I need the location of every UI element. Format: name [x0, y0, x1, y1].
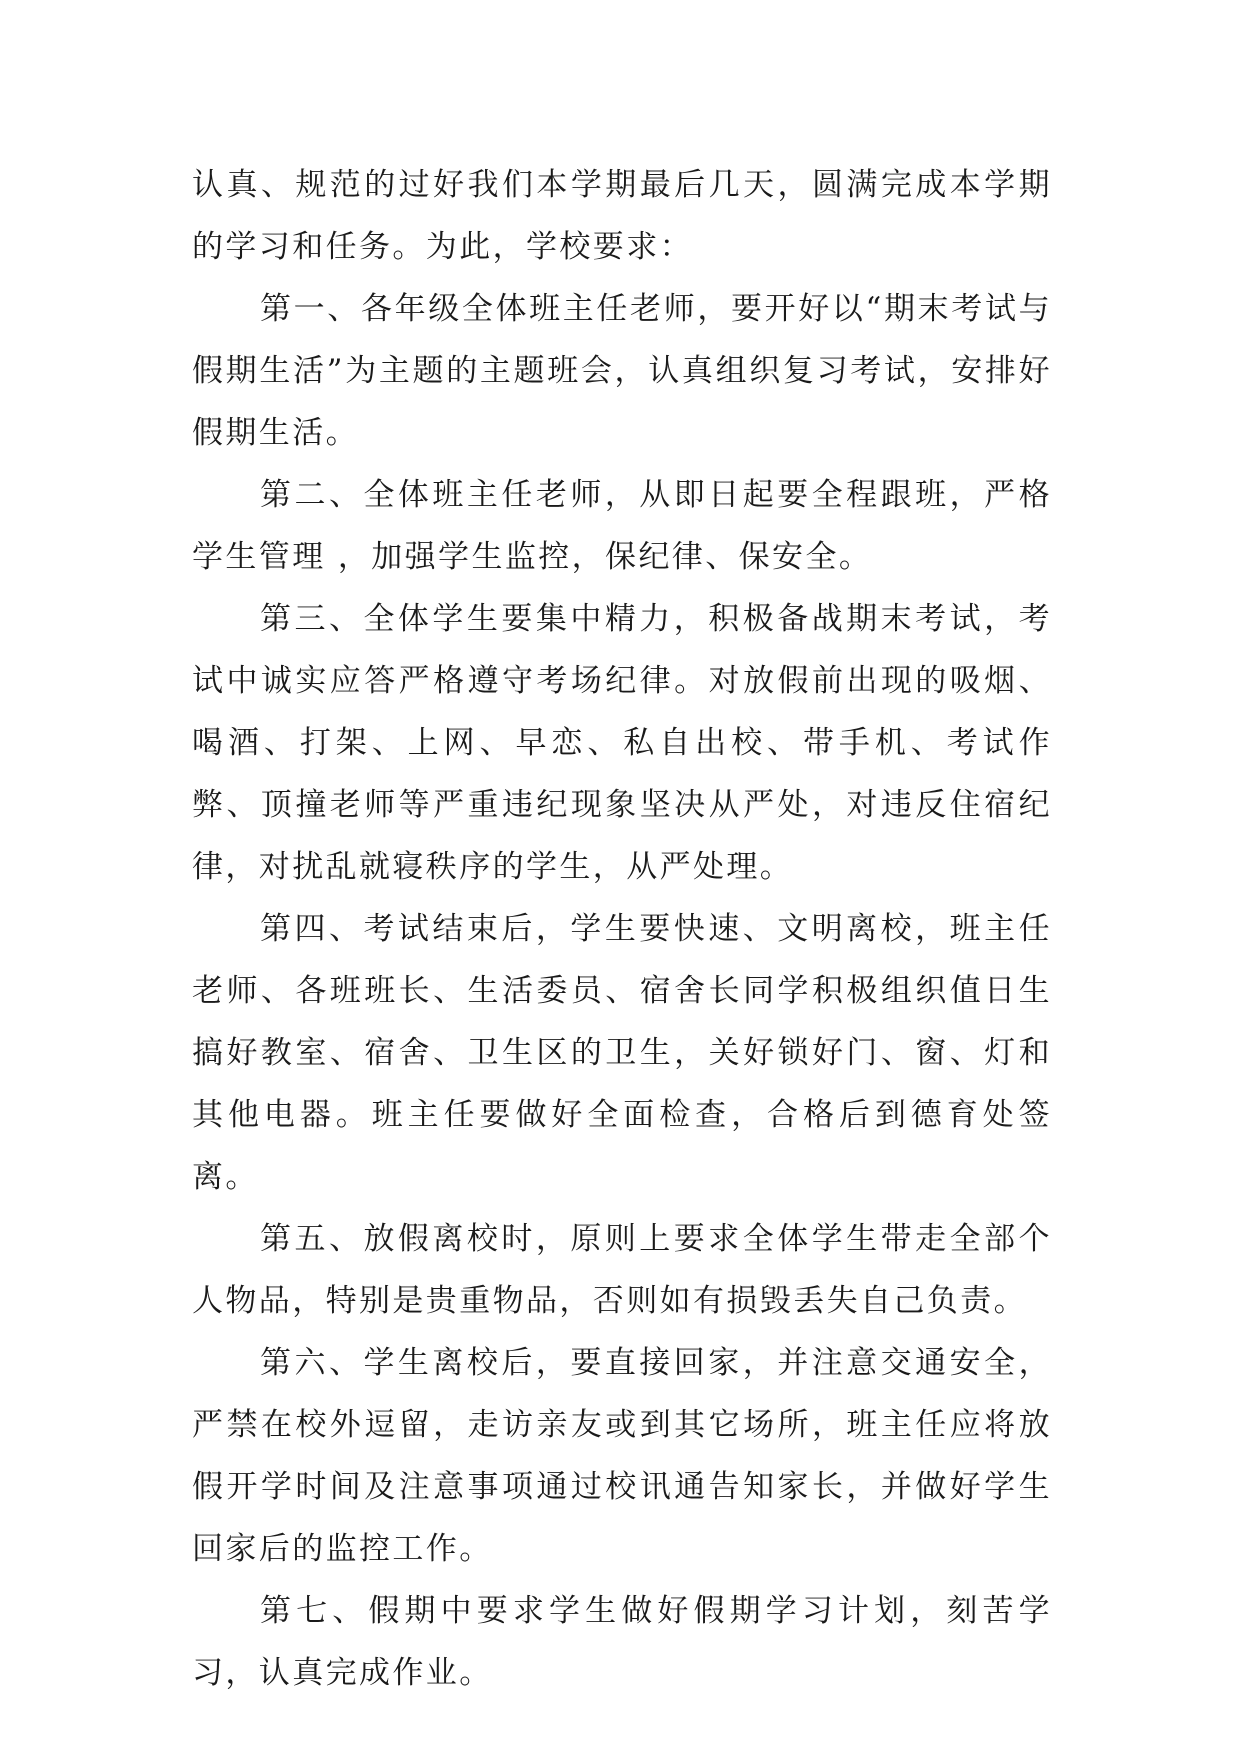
paragraph-item-5: 第五、放假离校时，原则上要求全体学生带走全部个人物品，特别是贵重物品，否则如有损毁丢失自己负责。	[192, 1221, 1052, 1319]
paragraph-intro: 认真、规范的过好我们本学期最后几天，圆满完成本学期的学习和任务。为此，学校要求：	[192, 167, 1052, 265]
paragraph-item-6: 第六、学生离校后，要直接回家，并注意交通安全，严禁在校外逗留，走访亲友或到其它场所，班主任应将放假开学时间及注意事项通过校讯通告知家长，并做好学生回家后的监控工作。	[192, 1345, 1052, 1567]
paragraph-item-1: 第一、各年级全体班主任老师，要开好以“期末考试与假期生活”为主题的主题班会，认真组织复习考试，安排好假期生活。	[192, 291, 1052, 451]
document-body	[192, 154, 1052, 1704]
paragraph-item-4: 第四、考试结束后，学生要快速、文明离校，班主任老师、各班班长、生活委员、宿舍长同学积极组织值日生搞好教室、宿舍、卫生区的卫生，关好锁好门、窗、灯和其他电器。班主任要做好全面检查，合格后到德育处签离。	[192, 911, 1052, 1195]
paragraph-item-7: 第七、假期中要求学生做好假期学习计划，刻苦学习，认真完成作业。	[192, 1593, 1052, 1691]
paragraph-item-2: 第二、全体班主任老师，从即日起要全程跟班，严格学生管理 ，加强学生监控，保纪律、保安全。	[192, 477, 1052, 575]
paragraph-item-3: 第三、全体学生要集中精力，积极备战期末考试，考试中诚实应答严格遵守考场纪律。对放假前出现的吸烟、喝酒、打架、上网、早恋、私自出校、带手机、考试作弊、顶撞老师等严重违纪现象坚决从严处，对违反住宿纪律，对扰乱就寝秩序的学生，从严处理。	[192, 601, 1052, 885]
